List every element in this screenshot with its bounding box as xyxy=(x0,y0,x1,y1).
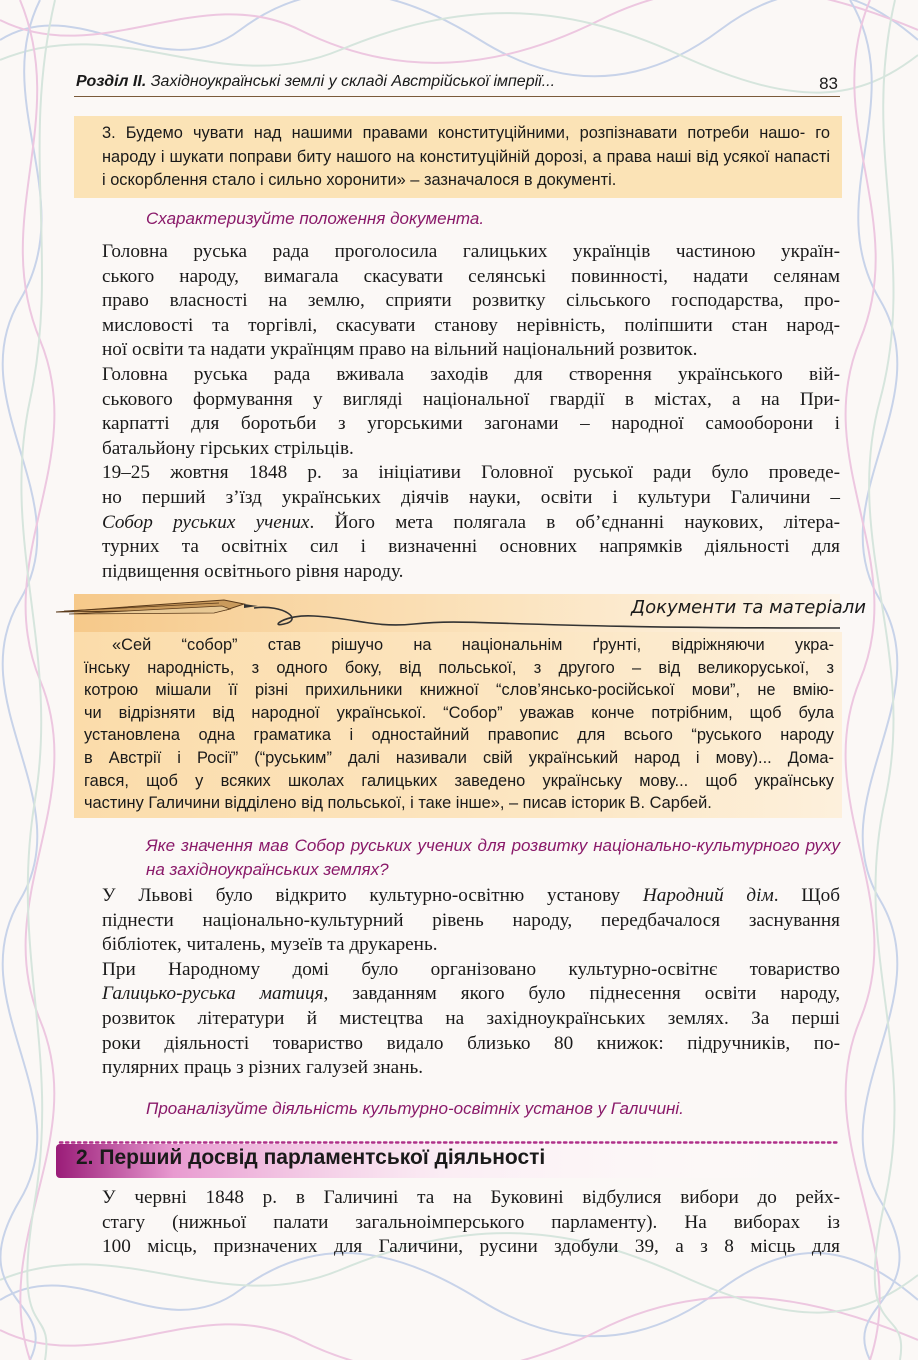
text-line: підвищення освітнього рівня народу. xyxy=(102,560,404,582)
chapter-heading xyxy=(76,73,555,91)
chapter-title: Західноукраїнські землі у складі Австрійської імперії... xyxy=(150,73,556,90)
term-matytsia: Галицько-руська матиця xyxy=(102,983,324,1005)
paragraph xyxy=(74,363,840,461)
term-narodnyi-dim: Народний дім xyxy=(642,885,774,906)
text-line: У червні 1848 р. в Галичині та на Буковині відбулися вибори до рейх- xyxy=(102,1187,840,1208)
text-line: стагу (нижньої палати загальноімперського парламенту). На виборах із xyxy=(102,1211,840,1233)
running-header xyxy=(74,70,840,97)
text-line: бібліотек, читалень, музеїв та друкарень. xyxy=(102,934,438,956)
text-line: ної освіти та надати українцям право на вільний національний розвиток. xyxy=(102,339,698,361)
chapter-label: Розділ ІІ. xyxy=(76,73,147,90)
text-line: піднести національно-культурний рівень народу, передбачалося заснування xyxy=(102,909,840,931)
term-sobor: Собор руських учених xyxy=(102,511,310,533)
body-text-block xyxy=(74,884,840,1081)
text-line: Головна руська рада проголосила галицьких українців частиною україн- xyxy=(102,241,840,262)
documents-label: Документи та матеріали xyxy=(631,597,866,618)
task-question: Проаналізуйте діяльність культурно-освітніх установ у Галичині. xyxy=(146,1099,684,1118)
text-line: Головна руська рада вживала заходів для створення українського вій- xyxy=(102,363,840,385)
quote-line: го народу і шукати поправи биту нашого на конституційній дорозі, а права наші від xyxy=(102,124,830,166)
quote-line: чи відрізняти від народної української. “Собор” уважав конче потрібним, щоб була xyxy=(84,703,834,722)
documents-quote-text xyxy=(74,632,842,815)
text-line: право власності на землю, сприяти розвитку сільського господарства, про- xyxy=(102,290,840,312)
text-line: 100 місць, призначених для Галичини, русини здобули 39, а з 8 місць для xyxy=(102,1236,840,1258)
text-fragment: . Його мета полягала в об’єднанні наукових, літера- xyxy=(309,511,840,533)
quote-line: «Сей “собор” став рішучо на національнім ґрунті, відріжняючи укра- xyxy=(112,636,834,654)
paragraph xyxy=(74,958,840,1081)
body-text-block xyxy=(74,240,840,584)
quote-line: котрою мішали її різні прихильники книжної “слов’янсько-російської мови”, не вмію- xyxy=(84,681,834,700)
text-line xyxy=(74,511,840,536)
section-title: 2. Перший досвід парламентської діяльності xyxy=(76,1146,546,1169)
text-line: ського народу, вимагала скасувати селянські повинності, надати селянам xyxy=(102,265,840,287)
quote-line: частину Галичини відділено від польської, і таке інше», – писав історик В. Сарбей. xyxy=(84,794,712,813)
quote-line: установлена одна граматика і одностайний правопис для всього “руського народу xyxy=(84,726,834,745)
text-line: но перший з’їзд українських діячів науки, освіти і культури Галичини – xyxy=(102,486,840,508)
paragraph xyxy=(74,1186,840,1260)
text-line: розвиток літератури й мистецтва на західноукраїнських землях. За перші xyxy=(102,1007,840,1029)
text-fragment: У Львові було відкрито культурно-освітню установу xyxy=(102,885,643,906)
page-number: 83 xyxy=(819,74,838,93)
text-fragment: . Щоб xyxy=(773,885,840,906)
text-line: При Народному домі було організовано культурно-освітнє товариство xyxy=(102,958,840,980)
text-line: 19–25 жовтня 1848 р. за ініціативи Головної руської ради було проведе- xyxy=(102,462,840,484)
paragraph xyxy=(74,461,840,584)
task-question: Яке значення мав Собор руських учених для розвитку національно-культурного руху на західноукраїнських землях? xyxy=(146,836,840,879)
text-line: ськового формування у вигляді національної гвардії в містах, а на При- xyxy=(102,388,840,410)
quote-line: 3. Будемо чувати над нашими правами конституційними, розпізнавати потреби нашо- xyxy=(102,124,806,142)
text-line: пулярних праць з різних галузей знань. xyxy=(102,1057,424,1079)
quote-line: усякої напасті і оскорблення стало і сильно хоронити» – зазначалося в документі. xyxy=(102,147,831,189)
text-line: батальйону гірських стрільців. xyxy=(102,437,354,459)
text-line: турних та освітніх сил і визначенні основних напрямків діяльності для xyxy=(102,536,840,558)
text-line: карпатті для боротьби з угорськими загонами – народної самооборони і xyxy=(102,413,840,435)
text-line: мисловості та торгівлі, скасувати станову нерівність, поліпшити стан народ- xyxy=(102,314,840,336)
document-quote-box xyxy=(74,116,842,198)
body-text-block xyxy=(74,1186,840,1260)
text-line: роки діяльності товариство видало близько 80 книжок: підручників, по- xyxy=(102,1032,840,1054)
paragraph xyxy=(74,240,840,363)
task-question: Схарактеризуйте положення документа. xyxy=(146,209,485,228)
text-line xyxy=(74,884,840,909)
quote-line: їнську народність, з одного боку, від польської, з другого – від великоруської, з xyxy=(84,658,834,677)
quote-line: в Австрії і Росії” (“руським” далі називали свій український народ і мову)... Дома- xyxy=(84,748,834,767)
text-line xyxy=(74,982,840,1007)
text-fragment: , завданням якого було піднесення освіти народу, xyxy=(323,983,841,1005)
paragraph xyxy=(74,884,840,958)
quote-text xyxy=(74,116,842,193)
quote-line: гався, щоб у всяких школах галицьких заведено українську мову... щоб українську xyxy=(84,771,834,790)
documents-quote-box xyxy=(74,632,842,818)
